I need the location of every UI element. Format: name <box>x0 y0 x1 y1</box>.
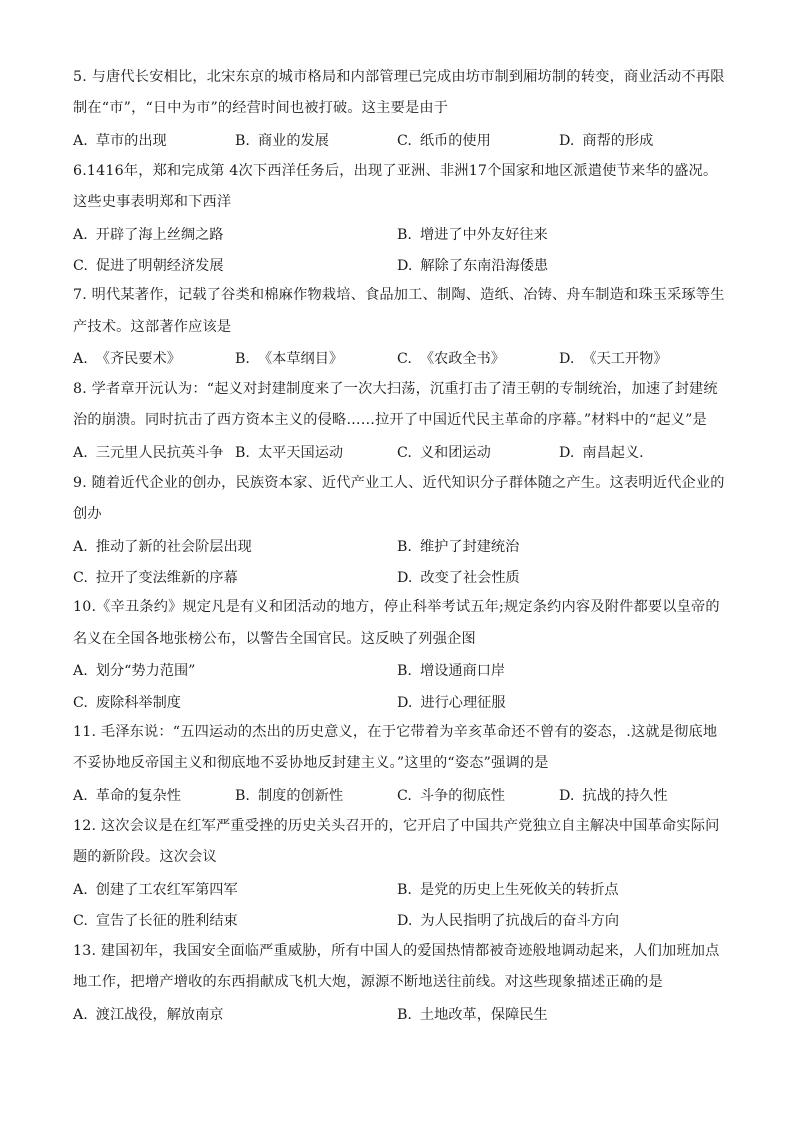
option-a[interactable] <box>73 130 235 150</box>
option-letter: B. <box>397 1006 412 1023</box>
option-a[interactable] <box>73 348 235 368</box>
option-text: 草市的出现 <box>95 133 167 149</box>
option-c[interactable] <box>73 692 397 712</box>
option-text: 增进了中外友好往来 <box>419 226 548 243</box>
option-text: 推动了新的社会阶层出现 <box>95 538 252 555</box>
option-text: 纸币的使用 <box>419 133 491 149</box>
option-text: 义和团运动 <box>419 444 491 461</box>
question-stem: 10.《辛丑条约》规定凡是有义和团活动的地方，停止科举考试五年;规定条约内容及附件都要以皇帝的名义在全国各地张榜公布，以警告全国官民。这反映了列强企图 <box>73 599 720 647</box>
option-text: 宣告了长征的胜利结束 <box>95 912 238 929</box>
option-letter: C. <box>73 257 88 274</box>
option-text: 拉开了变法维新的序幕 <box>95 569 238 586</box>
option-a[interactable] <box>73 1004 397 1024</box>
option-text: 解除了东南沿海倭患 <box>420 257 549 274</box>
option-text: 维护了封建统治 <box>419 538 520 555</box>
option-d[interactable] <box>559 348 721 368</box>
option-text: 划分“势力范围” <box>95 663 196 680</box>
option-c[interactable] <box>73 910 397 930</box>
option-text: 废除科举制度 <box>95 694 181 711</box>
option-text: 改变了社会性质 <box>420 569 520 586</box>
option-letter: B. <box>235 444 250 461</box>
option-a[interactable] <box>73 879 397 899</box>
option-letter: A. <box>73 444 88 461</box>
option-letter: C. <box>397 788 412 805</box>
options-row <box>73 904 726 935</box>
question-13 <box>73 936 726 1030</box>
option-letter: D. <box>559 444 575 461</box>
question-9 <box>73 468 726 593</box>
question-stem: 11. 毛泽东说：“五四运动的杰出的历史意义，在于它带着为辛亥革命还不曾有的姿态，.这就是彻底地不妥协地反帝国主义和彻底地不妥协地反封建主义。”这里的“姿态”强调的是 <box>73 724 718 772</box>
option-letter: B. <box>397 538 412 555</box>
option-d[interactable] <box>397 567 721 587</box>
option-b[interactable] <box>235 130 397 150</box>
option-text: 《本草纲目》 <box>257 351 344 368</box>
option-c[interactable] <box>397 785 559 805</box>
option-letter: D. <box>559 351 575 368</box>
option-b[interactable] <box>397 1004 721 1024</box>
option-letter: A. <box>73 663 88 680</box>
option-letter: C. <box>397 351 412 368</box>
option-letter: A. <box>73 226 88 243</box>
option-c[interactable] <box>397 130 559 150</box>
option-letter: A. <box>73 351 88 368</box>
option-letter: D. <box>397 257 413 274</box>
option-d[interactable] <box>397 910 721 930</box>
option-letter: B. <box>235 788 250 805</box>
option-letter: C. <box>73 569 88 586</box>
option-d[interactable] <box>559 442 721 462</box>
question-8 <box>73 374 726 468</box>
question-stem: 6.1416年，郑和完成第 4次下西洋任务后，出现了亚洲、非洲17个国家和地区派遣使节来华的盛况。这些史事表明郑和下西洋 <box>73 162 718 210</box>
option-text: 《天工开物》 <box>582 351 668 368</box>
option-text: 是党的历史上生死攸关的转折点 <box>419 881 619 898</box>
option-b[interactable] <box>235 785 397 805</box>
options-row <box>73 436 726 467</box>
option-text: 《齐民要术》 <box>95 351 181 368</box>
option-letter: C. <box>397 444 412 461</box>
options-row <box>73 343 726 374</box>
option-text: 促进了明朝经济发展 <box>95 257 224 274</box>
option-text: 斗争的彻底性 <box>419 788 505 805</box>
option-text: 抗战的持久性 <box>582 788 668 805</box>
question-11 <box>73 717 726 811</box>
options-row <box>73 998 726 1029</box>
option-a[interactable] <box>73 442 235 462</box>
option-d[interactable] <box>559 785 721 805</box>
option-c[interactable] <box>73 567 397 587</box>
option-a[interactable] <box>73 224 397 244</box>
question-10 <box>73 592 726 717</box>
option-text: 制度的创新性 <box>257 788 344 805</box>
option-b[interactable] <box>397 879 721 899</box>
question-12 <box>73 811 726 936</box>
option-letter: A. <box>73 538 88 555</box>
option-d[interactable] <box>397 255 721 275</box>
question-stem: 12. 这次会议是在红军严重受挫的历史关头召开的，它开启了中国共产党独立自主解决中国革命实际问题的新阶段。这次会议 <box>73 817 720 865</box>
option-text: 渡江战役，解放南京 <box>95 1006 224 1023</box>
option-text: 商帮的形成 <box>582 133 654 149</box>
option-b[interactable] <box>397 224 721 244</box>
option-letter: A. <box>73 881 88 898</box>
option-text: 土地改革，保障民生 <box>419 1006 548 1023</box>
options-row <box>73 873 726 904</box>
option-a[interactable] <box>73 785 235 805</box>
options-row <box>73 530 726 561</box>
option-text: 进行心理征服 <box>420 694 506 711</box>
option-letter: D. <box>397 912 413 929</box>
option-b[interactable] <box>397 660 721 680</box>
option-letter: D. <box>559 133 575 149</box>
option-text: 《农政全书》 <box>419 351 505 368</box>
options-row <box>73 249 726 280</box>
option-letter: D. <box>559 788 575 805</box>
question-stem: 13. 建国初年，我国安全面临严重威胁，所有中国人的爱国热情都被奇迹般地调动起来，人们加班加点地工作，把增产增收的东西捐献成飞机大炮，源源不断地送往前线。对这些现象描述正确的是 <box>73 942 720 990</box>
question-stem: 9. 随着近代企业的创办，民族资本家、近代产业工人、近代知识分子群体随之产生。这表明近代企业的创办 <box>73 474 725 522</box>
option-letter: D. <box>397 694 413 711</box>
options-row <box>73 561 726 592</box>
options-row <box>73 780 726 811</box>
option-letter: A. <box>73 133 88 149</box>
option-c[interactable] <box>73 255 397 275</box>
option-letter: B. <box>397 663 412 680</box>
option-letter: C. <box>73 912 88 929</box>
question-7 <box>73 280 726 374</box>
option-a[interactable] <box>73 536 397 556</box>
option-letter: A. <box>73 788 88 805</box>
options-row <box>73 124 726 155</box>
option-letter: B. <box>397 226 412 243</box>
option-text: 为人民指明了抗战后的奋斗方向 <box>420 912 620 929</box>
options-row <box>73 655 726 686</box>
option-letter: B. <box>235 351 250 368</box>
question-stem: 5. 与唐代长安相比，北宋东京的城市格局和内部管理已完成由坊市制到厢坊制的转变，商业活动不再限制在“市”，“日中为市”的经营时间也被打破。这主要是由于 <box>73 69 725 117</box>
option-text: 增设通商口岸 <box>419 663 506 680</box>
option-letter: C. <box>397 133 412 149</box>
option-a[interactable] <box>73 660 397 680</box>
option-letter: C. <box>73 694 88 711</box>
option-c[interactable] <box>397 442 559 462</box>
option-b[interactable] <box>235 442 397 462</box>
option-text: 开辟了海上丝绸之路 <box>95 226 224 243</box>
option-text: 南昌起义. <box>582 444 644 461</box>
option-letter: B. <box>397 881 412 898</box>
option-d[interactable] <box>397 692 721 712</box>
option-d[interactable] <box>559 130 721 150</box>
option-c[interactable] <box>397 348 559 368</box>
option-letter: B. <box>235 133 250 149</box>
option-letter: A. <box>73 1006 88 1023</box>
option-text: 商业的发展 <box>257 133 329 149</box>
option-text: 太平天国运动 <box>257 444 344 461</box>
options-row <box>73 218 726 249</box>
option-text: 三元里人民抗英斗争 <box>95 444 224 461</box>
question-5 <box>73 62 726 156</box>
question-6 <box>73 156 726 281</box>
option-letter: D. <box>397 569 413 586</box>
options-row <box>73 686 726 717</box>
question-stem: 8. 学者章开沅认为：“起义对封建制度来了一次大扫荡，沉重打击了清王朝的专制统治，加速了封建统治的崩溃。同时抗击了西方资本主义的侵略……拉开了中国近代民主革命的序幕。”材料中的“起义”是 <box>73 380 718 429</box>
option-b[interactable] <box>397 536 721 556</box>
question-stem: 7. 明代某著作，记载了谷类和棉麻作物栽培、食品加工、制陶、造纸、冶铸、舟车制造和珠玉采琢等生产技术。这部著作应该是 <box>73 287 725 335</box>
option-text: 创建了工农红军第四军 <box>95 881 238 898</box>
option-text: 革命的复杂性 <box>95 788 181 805</box>
option-b[interactable] <box>235 348 397 368</box>
